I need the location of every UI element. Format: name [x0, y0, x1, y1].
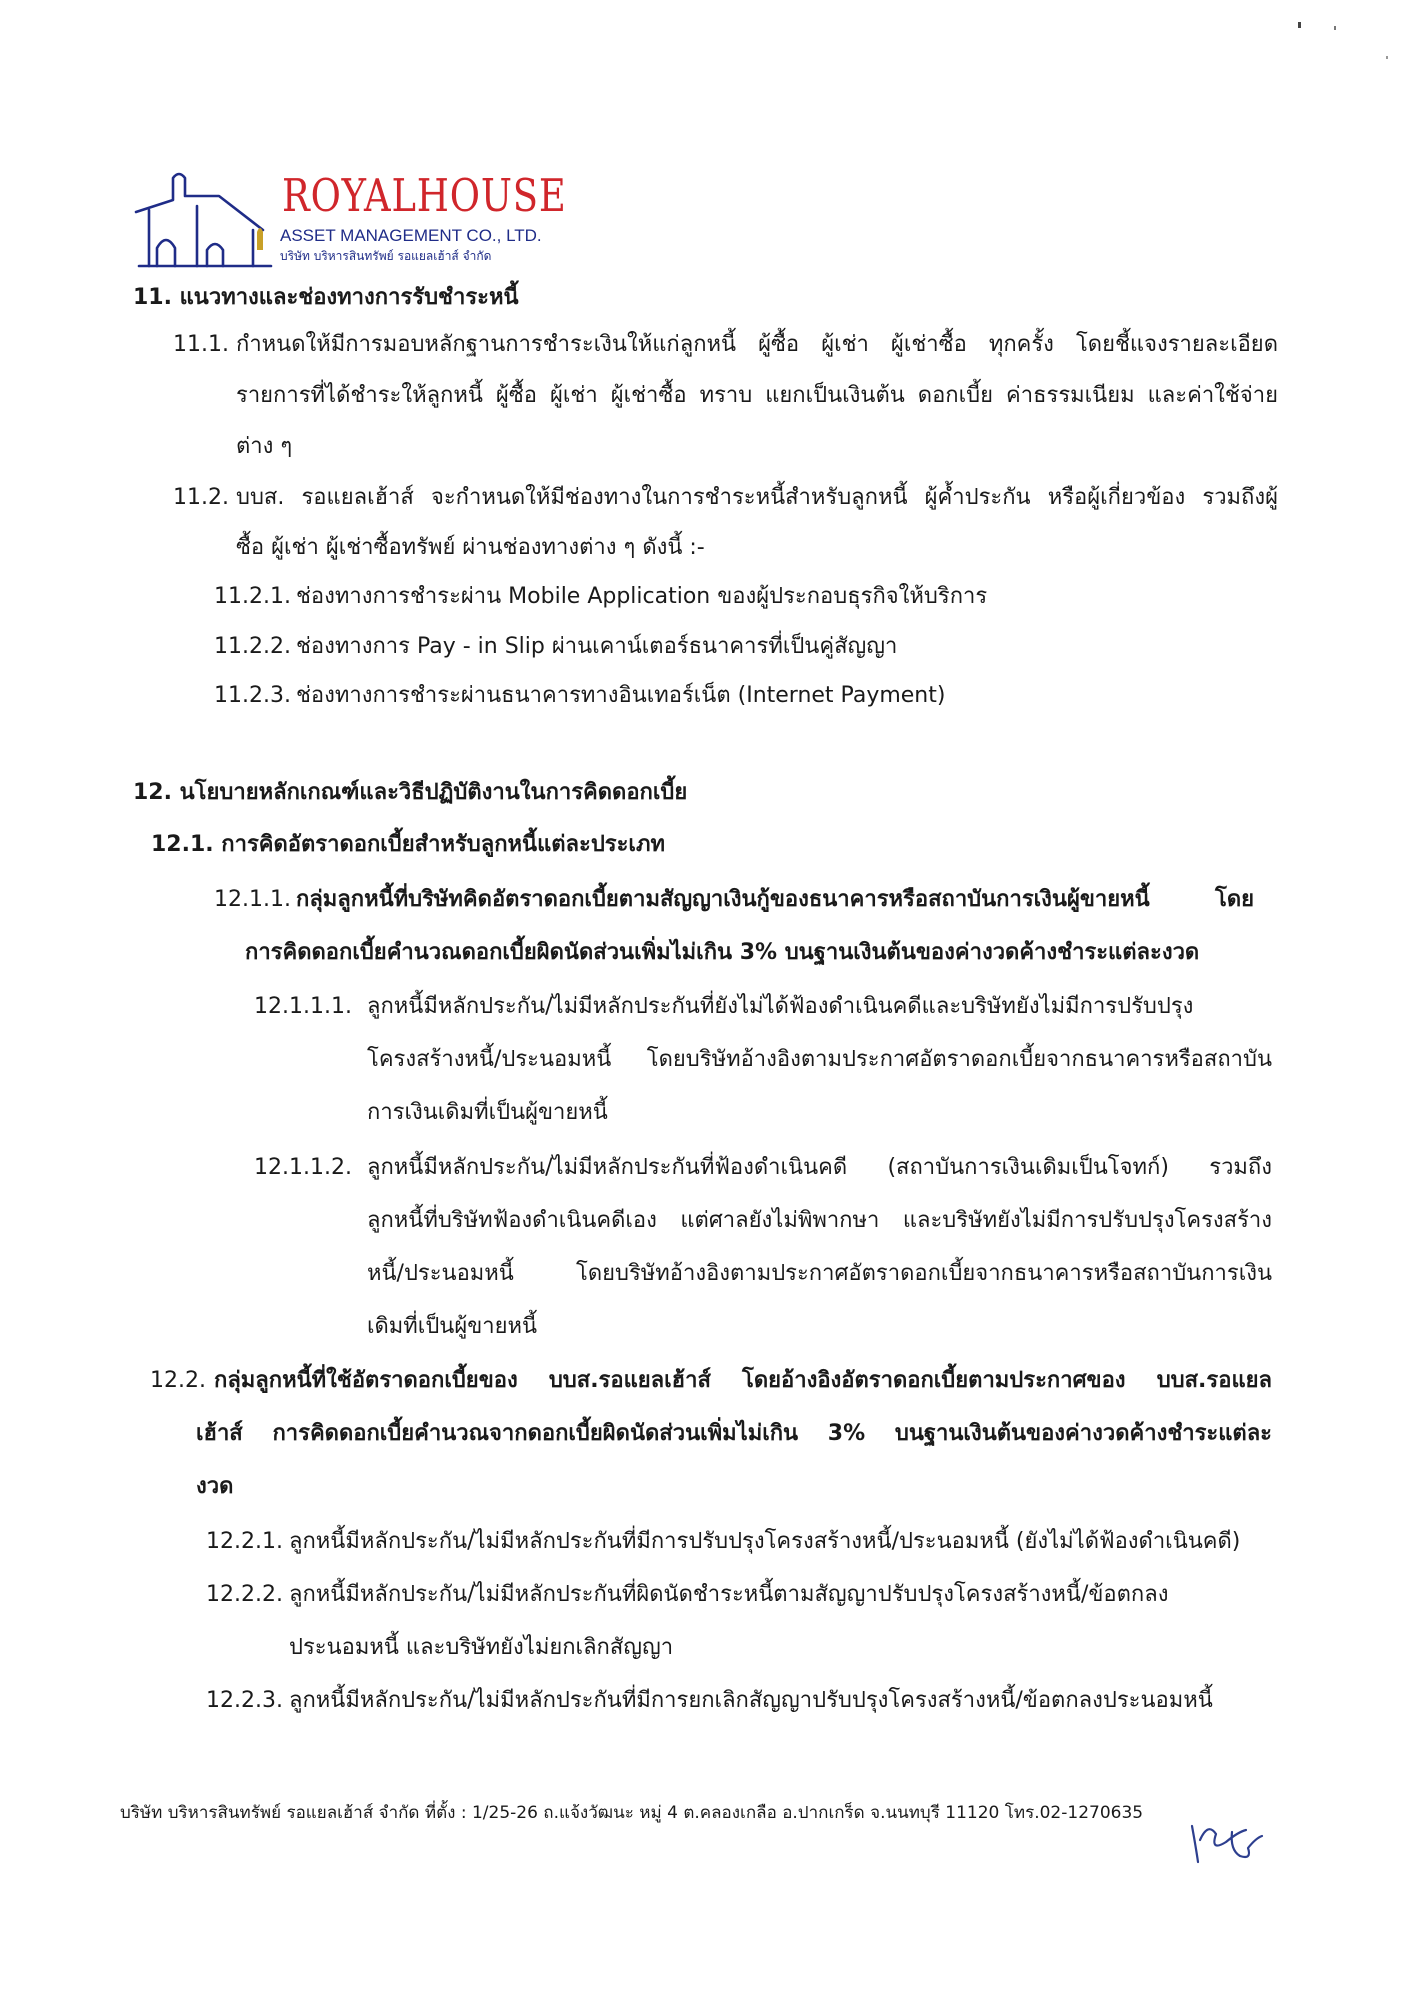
item-11-1-line: ต่าง ๆ [236, 434, 293, 459]
item-11-2-line: ซื้อ ผู้เช่า ผู้เช่าซื้อทรัพย์ ผ่านช่องทางต่าง ๆ ดังนี้ :- [236, 535, 705, 560]
item-12-2-3-number: 12.2.3. [206, 1688, 283, 1713]
logo-subtitle: ASSET MANAGEMENT CO., LTD. [280, 226, 542, 245]
item-12-1-1-1-line: ลูกหนี้มีหลักประกัน/ไม่มีหลักประกันที่ยังไม่ได้ฟ้องดำเนินคดีและบริษัทยังไม่มีการปรับปรุง [367, 994, 1194, 1019]
handwritten-mark-icon [1186, 1812, 1266, 1868]
item-11-1-line: รายการที่ได้ชำระให้ลูกหนี้ ผู้ซื้อ ผู้เช่า ผู้เช่าซื้อ ทราบ แยกเป็นเงินต้น ดอกเบี้ย ค่าธรรมเนียม และค่าใช้จ่าย [236, 383, 1278, 408]
item-12-1-1-line: กลุ่มลูกหนี้ที่บริษัทคิดอัตราดอกเบี้ยตามสัญญาเงินกู้ของธนาคารหรือสถาบันการเงินผู้ขายหนี้ โดย [296, 887, 1254, 912]
footer-address: บริษัท บริหารสินทรัพย์ รอแยลเฮ้าส์ จำกัด ที่ตั้ง : 1/25-26 ถ.แจ้งวัฒนะ หมู่ 4 ต.คลองเกลือ อ.ปากเกร็ด จ.นนทบุรี 11120 โทร.02-1270635 [120, 1803, 1144, 1823]
item-11-2-number: 11.2. [173, 485, 229, 510]
item-12-2-2-line: ลูกหนี้มีหลักประกัน/ไม่มีหลักประกันที่ผิดนัดชำระหนี้ตามสัญญาปรับปรุงโครงสร้างหนี้/ข้อตกลง [289, 1582, 1169, 1607]
company-logo [133, 169, 567, 272]
item-12-1-1-2-line: ลูกหนี้ที่บริษัทฟ้องดำเนินคดีเอง แต่ศาลยังไม่พิพากษา และบริษัทยังไม่มีการปรับปรุงโครงสร้าง [367, 1208, 1272, 1233]
item-12-2-1-line: ลูกหนี้มีหลักประกัน/ไม่มีหลักประกันที่มีการปรับปรุงโครงสร้างหนี้/ประนอมหนี้ (ยังไม่ได้ฟ้องดำเนินคดี) [289, 1529, 1241, 1554]
item-12-1-heading: 12.1. การคิดอัตราดอกเบี้ยสำหรับลูกหนี้แต่ละประเภท [151, 832, 665, 857]
item-12-1-1-2-number: 12.1.1.2. [254, 1155, 352, 1180]
item-12-2-3-line: ลูกหนี้มีหลักประกัน/ไม่มีหลักประกันที่มีการยกเลิกสัญญาปรับปรุงโครงสร้างหนี้/ข้อตกลงประนอมหนี้ [289, 1688, 1213, 1713]
item-11-2-3-text: ช่องทางการชำระผ่านธนาคารทางอินเทอร์เน็ต (Internet Payment) [296, 683, 946, 708]
section-11-heading: 11. แนวทางและช่องทางการรับชำระหนี้ [133, 285, 519, 310]
house-logo-icon [133, 170, 283, 270]
item-11-2-2-number: 11.2.2. [214, 634, 291, 659]
item-12-1-1-2-line: ลูกหนี้มีหลักประกัน/ไม่มีหลักประกันที่ฟ้องดำเนินคดี (สถาบันการเงินเดิมเป็นโจทก์) รวมถึง [367, 1155, 1272, 1180]
section-12-heading: 12. นโยบายหลักเกณฑ์และวิธีปฏิบัติงานในการคิดดอกเบี้ย [133, 780, 688, 805]
item-11-2-1-text: ช่องทางการชำระผ่าน Mobile Application ของผู้ประกอบธุรกิจให้บริการ [296, 584, 988, 609]
scan-speck [1386, 56, 1388, 59]
item-12-1-1-line: การคิดดอกเบี้ยคำนวณดอกเบี้ยผิดนัดส่วนเพิ่มไม่เกิน 3% บนฐานเงินต้นของค่างวดค้างชำระแต่ละงวด [245, 940, 1200, 965]
item-12-1-1-1-line: โครงสร้างหนี้/ประนอมหนี้ โดยบริษัทอ้างอิงตามประกาศอัตราดอกเบี้ยจากธนาคารหรือสถาบัน [367, 1047, 1272, 1072]
item-12-2-line: งวด [196, 1474, 234, 1499]
item-12-2-2-line: ประนอมหนี้ และบริษัทยังไม่ยกเลิกสัญญา [289, 1635, 674, 1660]
item-12-1-1-2-line: เดิมที่เป็นผู้ขายหนี้ [367, 1314, 538, 1339]
logo-brand: ROYALHOUSE [282, 169, 567, 222]
item-11-1-number: 11.1. [173, 332, 229, 357]
item-12-1-1-number: 12.1.1. [214, 887, 291, 912]
item-12-2-number: 12.2. [150, 1368, 206, 1393]
item-12-2-1-number: 12.2.1. [206, 1529, 283, 1554]
item-11-2-line: บบส. รอแยลเฮ้าส์ จะกำหนดให้มีช่องทางในการชำระหนี้สำหรับลูกหนี้ ผู้ค้ำประกัน หรือผู้เกี่ยวข้อง รวมถึงผู้ [236, 485, 1278, 510]
item-12-2-line: เฮ้าส์ การคิดดอกเบี้ยคำนวณจากดอกเบี้ยผิดนัดส่วนเพิ่มไม่เกิน 3% บนฐานเงินต้นของค่างวดค้างชำระแต่ละ [196, 1421, 1272, 1446]
scan-speck [1334, 26, 1336, 30]
logo-thai-name: บริษัท บริหารสินทรัพย์ รอแยลเฮ้าส์ จำกัด [280, 249, 492, 263]
item-12-2-line: กลุ่มลูกหนี้ที่ใช้อัตราดอกเบี้ยของ บบส.รอแยลเฮ้าส์ โดยอ้างอิงอัตราดอกเบี้ยตามประกาศของ บบส.รอแยล [214, 1368, 1272, 1393]
item-11-2-1-number: 11.2.1. [214, 584, 291, 609]
item-12-1-1-1-line: การเงินเดิมที่เป็นผู้ขายหนี้ [367, 1100, 608, 1125]
item-11-1-line: กำหนดให้มีการมอบหลักฐานการชำระเงินให้แก่ลูกหนี้ ผู้ซื้อ ผู้เช่า ผู้เช่าซื้อ ทุกครั้ง โดยชี้แจงรายละเอียด [236, 332, 1278, 357]
item-12-1-1-2-line: หนี้/ประนอมหนี้ โดยบริษัทอ้างอิงตามประกาศอัตราดอกเบี้ยจากธนาคารหรือสถาบันการเงิน [367, 1261, 1272, 1286]
item-12-1-1-1-number: 12.1.1.1. [254, 994, 352, 1019]
item-11-2-3-number: 11.2.3. [214, 683, 291, 708]
item-12-2-2-number: 12.2.2. [206, 1582, 283, 1607]
item-11-2-2-text: ช่องทางการ Pay - in Slip ผ่านเคาน์เตอร์ธนาคารที่เป็นคู่สัญญา [296, 634, 898, 659]
scan-speck [1298, 22, 1301, 28]
